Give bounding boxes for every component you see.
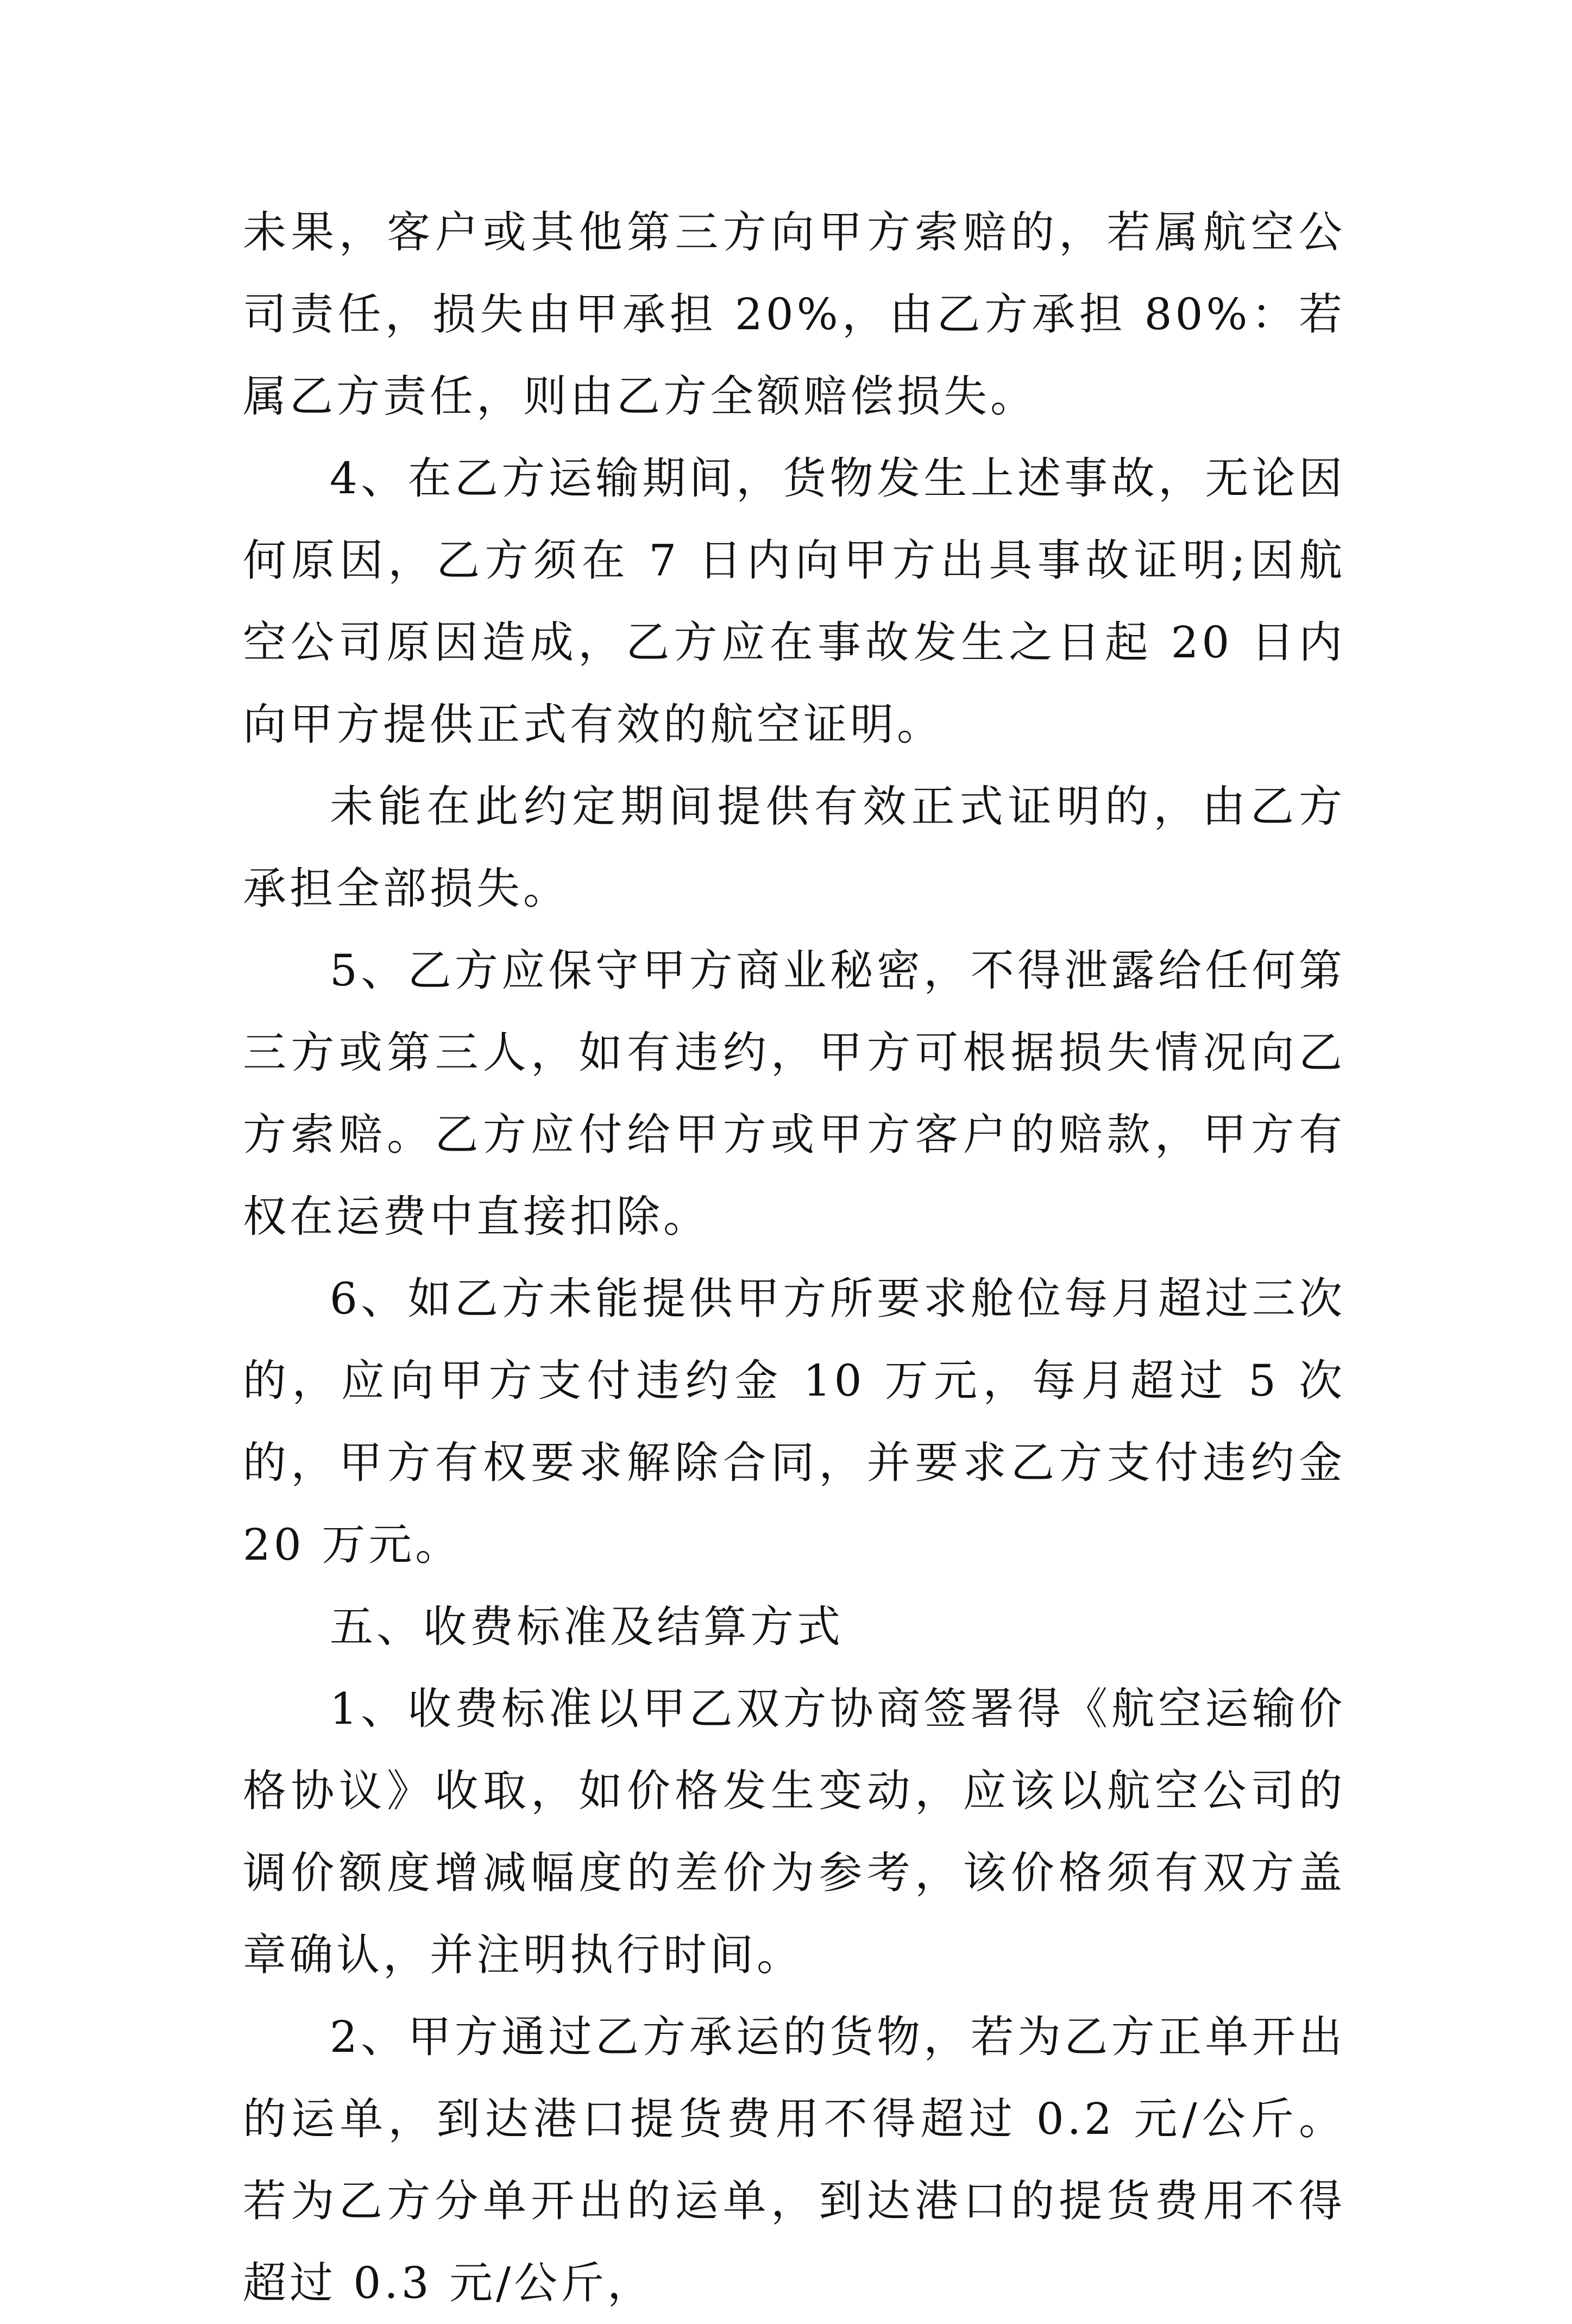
- paragraph-clause-5: 5、乙方应保守甲方商业秘密，不得泄露给任何第三方或第三人，如有违约，甲方可根据损失情况向乙方索赔。乙方应付给甲方或甲方客户的赔款，甲方有权在运费中直接扣除。: [243, 945, 1345, 1242]
- paragraph-fee-clause-2: 2、甲方通过乙方承运的货物，若为乙方正单开出的运单，到达港口提货费用不得超过 0.2 元/公斤。若为乙方分单开出的运单，到达港口的提货费用不得超过 0.3 元/公斤，: [243, 2012, 1345, 2308]
- paragraph-clause-4-note: 未能在此约定期间提供有效正式证明的，由乙方承担全部损失。: [243, 781, 1345, 914]
- paragraph-continuation: 未果，客户或其他第三方向甲方索赔的，若属航空公司责任，损失由甲承担 20%，由乙方承担 80%：若属乙方责任，则由乙方全额赔偿损失。: [243, 207, 1345, 422]
- paragraph-fee-clause-1: 1、收费标准以甲乙双方协商签署得《航空运输价格协议》收取，如价格发生变动，应该以航空公司的调价额度增减幅度的差价为参考，该价格须有双方盖章确认，并注明执行时间。: [243, 1684, 1345, 1980]
- paragraph-clause-6: 6、如乙方未能提供甲方所要求舱位每月超过三次的，应向甲方支付违约金 10 万元，每月超过 5 次的，甲方有权要求解除合同，并要求乙方支付违约金 20 万元。: [243, 1273, 1345, 1570]
- paragraph-clause-4: 4、在乙方运输期间，货物发生上述事故，无论因何原因，乙方须在 7 日内向甲方出具事故证明;因航空公司原因造成，乙方应在事故发生之日起 20 日内向甲方提供正式有效的航空证明。: [243, 453, 1345, 750]
- document-body: [243, 191, 1345, 2324]
- section-heading-5: 五、收费标准及结算方式: [330, 1601, 844, 1652]
